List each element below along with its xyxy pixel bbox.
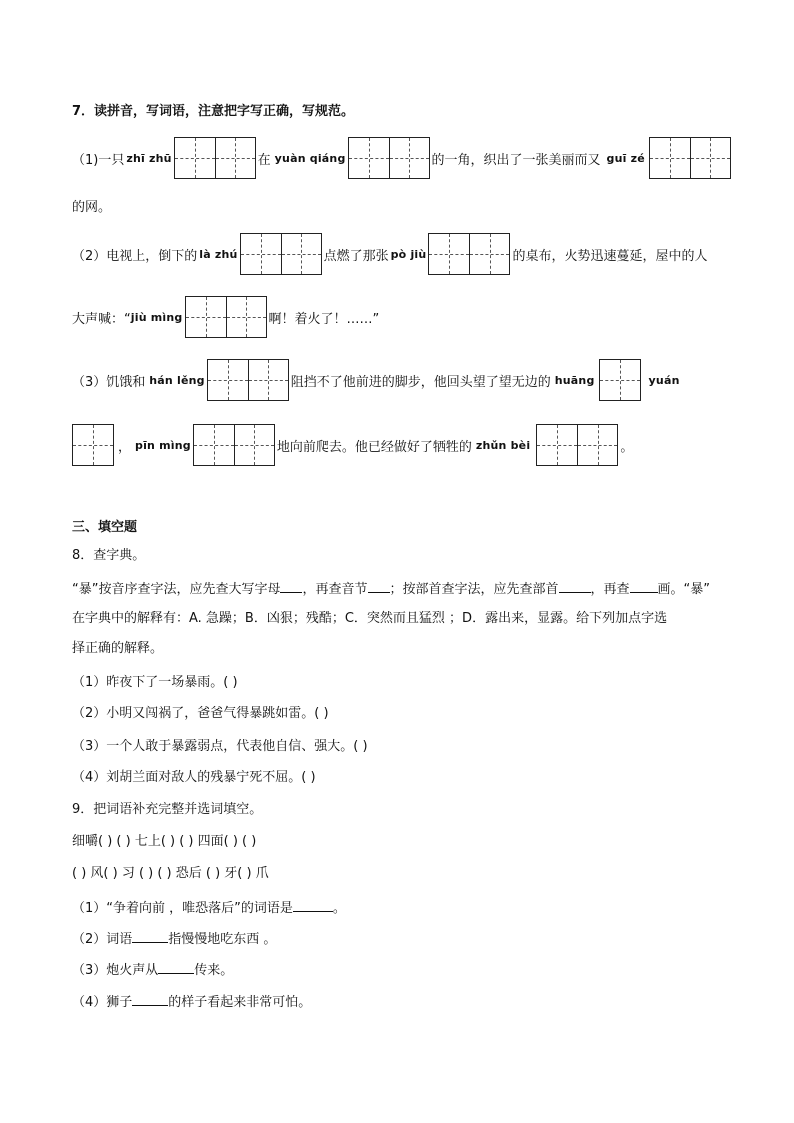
writing-grid-10[interactable] [193,424,275,466]
q9-item-1-blank[interactable] [293,897,333,912]
q9-item-2-end: 指慢慢地吃东西 。 [168,932,277,947]
pinyin-yuan: yuán [648,373,680,387]
writing-grid-3[interactable] [649,137,731,179]
q7-s1-end: 的网。 [72,200,112,215]
q9-item-2-blank[interactable] [132,928,168,943]
q8-paragraph-line3: 择正确的解释。 [72,641,164,656]
q7-s3-line1 [72,359,680,401]
q8-text-d: ，再查 [590,582,630,597]
pinyin-jiuming: jiù mìng [130,310,183,324]
q9-title: 9．把词语补充完整并选词填空。 [72,802,263,817]
writing-grid-5[interactable] [428,233,510,275]
writing-grid-8[interactable] [599,359,641,401]
q7-s3-l2-text1: ， [118,439,132,455]
writing-grid-7[interactable] [207,359,289,401]
q8-paragraph-line2: 在字典中的解释有：A. 急躁；B．凶狠；残酷；C．突然而且猛烈 ；D．露出来，显露。给下列加点字选 [72,611,668,626]
q7-s2-prefix: （2）电视上，倒下的 [72,248,198,264]
q7-title: 7．读拼音，写词语，注意把字写正确，写规范。 [72,104,355,119]
q9-idiom-row-2: ( ) 风( ) 习 ( ) ( ) 恐后 ( ) 牙( ) 爪 [72,866,269,881]
pinyin-huang: huāng [554,373,595,387]
q7-s1-prefix: （1)一只 [72,152,125,168]
q7-s3-l2-end: 。 [620,439,634,455]
q9-item-3 [72,959,233,981]
q8-text-e: 画。“暴” [657,582,711,597]
writing-grid-2[interactable] [348,137,430,179]
blank-syllable[interactable] [368,578,390,593]
q9-idiom-row-1: 细嚼( ) ( ) 七上( ) ( ) 四面( ) ( ) [72,834,257,849]
q7-s3-prefix: （3）饥饿和 [72,374,146,390]
writing-grid-6[interactable] [185,296,267,338]
pinyin-pojiu: pò jiù [390,247,427,261]
pinyin-pinming: pīn mìng [135,438,191,452]
q7-s2-l2-prefix: 大声喊：“ [72,311,131,327]
q9-item-2 [72,928,276,950]
q7-s1-line1 [72,137,731,179]
q9-item-4-blank[interactable] [132,991,168,1006]
pinyin-yuanqiang: yuàn qiáng [274,151,346,165]
q9-item-3-text: （3）炮火声从 [72,963,159,978]
writing-grid-4[interactable] [240,233,322,275]
q7-s3-l2-text2: 地向前爬去。他已经做好了牺牲的 [276,439,472,455]
q7-s1-text1: 在 [257,152,271,168]
q9-item-1 [72,897,346,919]
pinyin-hanleng: hán lěng [149,373,205,387]
blank-letter[interactable] [280,578,302,593]
q7-s2-text1: 点燃了那张 [323,248,389,264]
pinyin-zhunbei: zhǔn bèi [475,438,531,452]
q8-text-c: ；按部首查字法，应先查部首 [389,582,559,597]
q9-item-4-text: （4）狮子 [72,995,133,1010]
q9-item-1-end: 。 [332,901,346,916]
writing-grid-9[interactable] [72,424,114,466]
q9-item-4-end: 的样子看起来非常可怕。 [168,995,312,1010]
q8-item-1: （1）昨夜下了一场暴雨。( ) [72,675,238,690]
q9-item-4 [72,991,311,1013]
q9-item-3-end: 传来。 [194,963,234,978]
q9-item-2-text: （2）词语 [72,932,133,947]
q8-item-2: （2）小明又闯祸了，爸爸气得暴跳如雷。( ) [72,706,329,721]
blank-radical[interactable] [559,578,591,593]
q9-item-3-blank[interactable] [158,959,194,974]
q7-s2-text2: 的桌布，火势迅速蔓延，屋中的人 [512,248,708,264]
q9-item-1-text: （1）“争着向前 ，唯恐落后”的词语是 [72,901,293,916]
q8-item-4: （4）刘胡兰面对敌人的残暴宁死不屈。( ) [72,770,316,785]
q7-s2-l2-end: 啊！着火了！……” [268,311,380,327]
pinyin-zhizhu: zhī zhū [126,151,172,165]
q8-title: 8．查字典。 [72,548,146,563]
blank-strokes[interactable] [630,578,658,593]
q7-s3-text1: 阻挡不了他前进的脚步，他回头望了望无边的 [290,374,551,390]
writing-grid-11[interactable] [536,424,618,466]
q7-s1-text2: 的一角，织出了一张美丽而又 [431,152,601,168]
q8-paragraph-line1 [72,578,710,600]
pinyin-guize: guī zé [606,151,645,165]
q7-s2-line1 [72,233,707,275]
q8-text-b: ，再查音节 [302,582,368,597]
q8-text-a: “暴”按音序查字法，应先查大写字母 [72,582,281,597]
pinyin-lazhu: là zhú [199,247,238,261]
q7-s3-line2 [72,424,633,466]
q8-item-3: （3）一个人敢于暴露弱点，代表他自信、强大。( ) [72,739,368,754]
section-title: 三、填空题 [72,520,138,535]
writing-grid-1[interactable] [174,137,256,179]
q7-s2-line2 [72,296,379,338]
